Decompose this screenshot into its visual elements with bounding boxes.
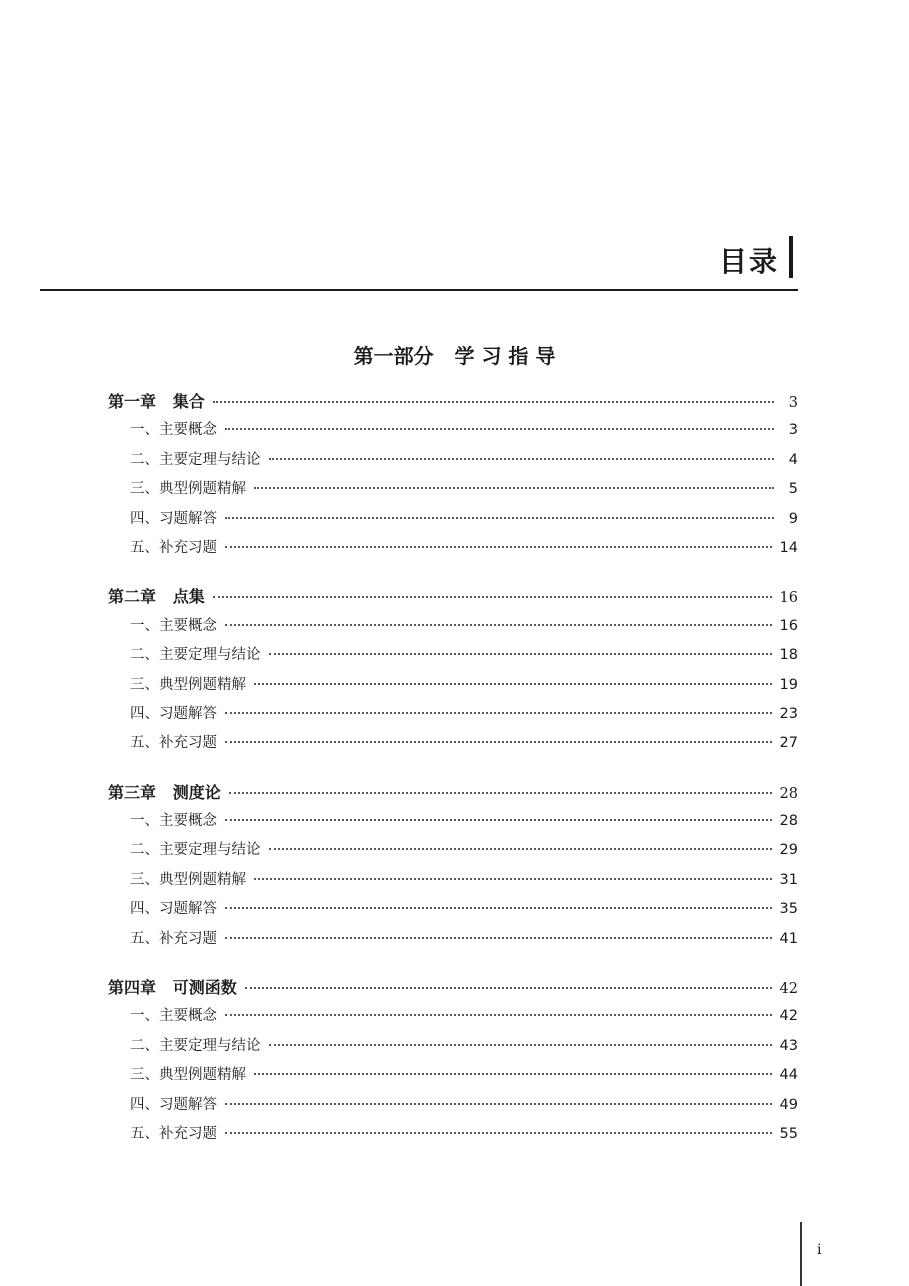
dot-leader: [269, 458, 775, 460]
page-number: 28: [779, 785, 798, 802]
page-number: 27: [779, 735, 798, 752]
page-number: 19: [779, 676, 798, 693]
chapter-title: 第一章 集合: [108, 392, 205, 411]
page-number: 31: [779, 871, 798, 888]
section-title: 一、主要概念: [130, 617, 217, 634]
dot-leader: [225, 1014, 772, 1016]
toc-section-entry[interactable]: [108, 448, 798, 477]
chapter-title: 第四章 可测函数: [108, 978, 237, 998]
section-title: 三、典型例题精解: [130, 1067, 246, 1084]
chapter-block: [108, 780, 798, 956]
page-number: 23: [779, 705, 798, 722]
section-title: 二、主要定理与结论: [130, 647, 261, 664]
page-number: 9: [788, 510, 798, 527]
page-number: 3: [788, 422, 798, 439]
page-number: 16: [779, 590, 798, 607]
section-title: 五、补充习题: [130, 735, 217, 752]
toc-section-entry[interactable]: [108, 868, 798, 897]
dot-leader: [225, 741, 772, 743]
toc-section-entry[interactable]: [108, 1122, 798, 1151]
page-number: 4: [788, 451, 798, 468]
page-number: 29: [779, 842, 798, 859]
toc-section-entry[interactable]: [108, 673, 798, 702]
page-number: 35: [779, 901, 798, 918]
table-of-contents: [108, 389, 798, 1170]
page-number: 18: [779, 647, 798, 664]
toc-section-entry[interactable]: [108, 536, 798, 565]
part-heading: 第一部分 学 习 指 导: [353, 344, 556, 368]
page-number: 49: [779, 1096, 798, 1113]
dot-leader: [213, 401, 774, 403]
toc-section-entry[interactable]: [108, 614, 798, 643]
dot-leader: [225, 624, 772, 626]
toc-chapter-entry[interactable]: [108, 584, 798, 613]
page-title: 目录: [718, 245, 779, 278]
section-title: 四、习题解答: [130, 510, 217, 527]
section-title: 三、典型例题精解: [130, 481, 246, 498]
page-number: 3: [788, 395, 798, 411]
dot-leader: [269, 1044, 772, 1046]
dot-leader: [225, 907, 772, 909]
dot-leader: [225, 1103, 772, 1105]
toc-section-entry[interactable]: [108, 1063, 798, 1092]
dot-leader: [225, 1132, 772, 1134]
page-number: 5: [788, 481, 798, 498]
dot-leader: [254, 878, 772, 880]
page-number: 41: [779, 930, 798, 947]
toc-section-entry[interactable]: [108, 731, 798, 760]
folio-divider: [800, 1222, 802, 1286]
section-title: 一、主要概念: [130, 422, 217, 439]
section-title: 五、补充习题: [130, 930, 217, 947]
toc-section-entry[interactable]: [108, 418, 798, 447]
section-title: 一、主要概念: [130, 1008, 217, 1025]
toc-chapter-entry[interactable]: [108, 975, 798, 1004]
toc-section-entry[interactable]: [108, 809, 798, 838]
section-title: 三、典型例题精解: [130, 871, 246, 888]
toc-chapter-entry[interactable]: [108, 780, 798, 809]
section-title: 二、主要定理与结论: [130, 1037, 261, 1054]
toc-section-entry[interactable]: [108, 1093, 798, 1122]
toc-chapter-entry[interactable]: [108, 389, 798, 418]
toc-section-entry[interactable]: [108, 507, 798, 536]
dot-leader: [225, 517, 774, 519]
dot-leader: [245, 987, 772, 989]
chapter-block: [108, 584, 798, 760]
dot-leader: [213, 596, 772, 598]
section-title: 一、主要概念: [130, 813, 217, 830]
section-title: 二、主要定理与结论: [130, 842, 261, 859]
dot-leader: [225, 819, 772, 821]
section-title: 四、习题解答: [130, 1096, 217, 1113]
page-number: 28: [779, 813, 798, 830]
toc-section-entry[interactable]: [108, 477, 798, 506]
section-title: 二、主要定理与结论: [130, 451, 261, 468]
chapter-title: 第三章 测度论: [108, 782, 221, 802]
title-divider: [40, 289, 798, 291]
chapter-title: 第二章 点集: [108, 587, 205, 607]
page-number: 42: [779, 981, 798, 998]
page-number: 55: [779, 1125, 798, 1142]
toc-section-entry[interactable]: [108, 1034, 798, 1063]
section-title: 三、典型例题精解: [130, 676, 246, 693]
toc-section-entry[interactable]: [108, 897, 798, 926]
toc-section-entry[interactable]: [108, 927, 798, 956]
dot-leader: [269, 848, 772, 850]
dot-leader: [229, 792, 772, 794]
section-title: 四、习题解答: [130, 901, 217, 918]
toc-section-entry[interactable]: [108, 643, 798, 672]
dot-leader: [254, 683, 772, 685]
dot-leader: [254, 1073, 772, 1075]
chapter-block: [108, 975, 798, 1151]
dot-leader: [254, 487, 774, 489]
page-folio: i: [817, 1242, 822, 1258]
page-number: 42: [779, 1008, 798, 1025]
toc-section-entry[interactable]: [108, 838, 798, 867]
dot-leader: [269, 653, 772, 655]
dot-leader: [225, 937, 772, 939]
section-title: 五、补充习题: [130, 539, 217, 556]
section-title: 四、习题解答: [130, 705, 217, 722]
page-number: 16: [779, 617, 798, 634]
dot-leader: [225, 428, 774, 430]
dot-leader: [225, 712, 772, 714]
page-number: 44: [779, 1067, 798, 1084]
section-title: 五、补充习题: [130, 1125, 217, 1142]
toc-section-entry[interactable]: [108, 1004, 798, 1033]
chapter-block: [108, 389, 798, 565]
page-number: 43: [779, 1037, 798, 1054]
title-accent-bar: [789, 236, 793, 278]
dot-leader: [225, 546, 772, 548]
page-number: 14: [779, 539, 798, 556]
toc-section-entry[interactable]: [108, 702, 798, 731]
